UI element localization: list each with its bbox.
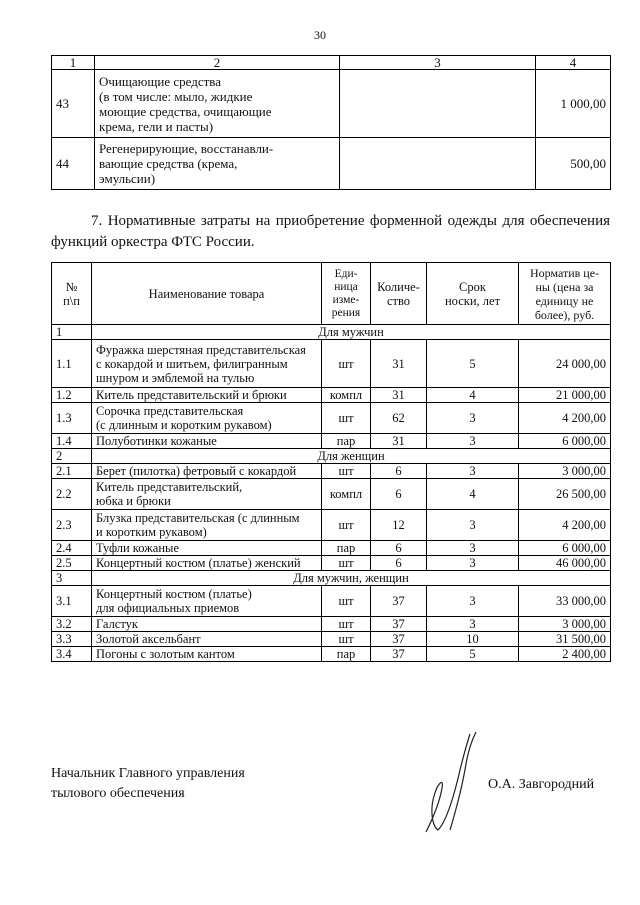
item-price: 4 200,00 — [519, 510, 611, 541]
text-line: Галстук — [96, 617, 138, 631]
continuation-table — [51, 55, 611, 190]
item-unit: шт — [322, 510, 371, 541]
section-title: 7. Нормативные затраты на приобретение форменной одежды для обеспечения функций оркестра ФТС России. — [51, 213, 610, 250]
text-line: ны (цена за — [535, 279, 594, 294]
text-line: ница — [334, 280, 358, 293]
table-row — [52, 586, 611, 617]
item-unit: шт — [322, 632, 371, 647]
column-number: 1 — [52, 56, 95, 70]
item-term: 3 — [427, 541, 519, 556]
item-term: 3 — [427, 403, 519, 434]
group-title: Для мужчин, женщин — [92, 571, 611, 586]
table-row — [52, 388, 611, 403]
row-number: 3.2 — [52, 617, 92, 632]
item-qty: 37 — [371, 586, 427, 617]
signatory-name: О.А. Завгородний — [488, 777, 595, 792]
item-qty: 31 — [371, 434, 427, 449]
item-qty: 31 — [371, 340, 427, 388]
group-number: 3 — [52, 571, 92, 586]
row-number: 1.4 — [52, 434, 92, 449]
item-term: 3 — [427, 556, 519, 571]
item-unit: шт — [322, 556, 371, 571]
text-line: Концертный костюм (платье) — [96, 587, 252, 601]
item-qty: 6 — [371, 541, 427, 556]
item-name — [92, 632, 322, 647]
text-line: Очищающие средства — [99, 73, 222, 89]
text-line: моющие средства, очищающие — [99, 103, 272, 119]
item-name — [95, 138, 340, 190]
group-number: 2 — [52, 449, 92, 464]
table-header-row — [52, 263, 611, 325]
text-line: Блузка представительская (с длинным — [96, 511, 300, 525]
text-line: Количе- — [377, 279, 420, 294]
text-line: шнуром и эмблемой на тулью — [96, 370, 255, 385]
row-number: 1.1 — [52, 340, 92, 388]
text-line: Погоны с золотым кантом — [96, 647, 235, 661]
item-price: 6 000,00 — [519, 541, 611, 556]
row-number: 3.3 — [52, 632, 92, 647]
text-line: тылового обеспечения — [51, 786, 185, 801]
item-qty: 62 — [371, 403, 427, 434]
text-line: Фуражка шерстяная представительская — [96, 342, 306, 357]
text-line: Еди- — [334, 267, 358, 280]
text-line: Начальник Главного управления — [51, 766, 245, 781]
item-price: 2 400,00 — [519, 647, 611, 662]
text-line: (в том числе: мыло, жидкие — [99, 88, 253, 104]
item-name — [92, 617, 322, 632]
column-number: 4 — [536, 56, 611, 70]
text-line: Золотой аксельбант — [96, 632, 201, 646]
item-qty: 37 — [371, 647, 427, 662]
uniform-cost-table — [51, 262, 611, 662]
table-row — [52, 464, 611, 479]
text-line: № — [65, 279, 78, 294]
text-line: единицу не — [535, 293, 594, 308]
item-name — [92, 556, 322, 571]
item-term: 5 — [427, 340, 519, 388]
item-unit: компл — [322, 388, 371, 403]
group-row — [52, 571, 611, 586]
row-number: 1.3 — [52, 403, 92, 434]
item-qty: 6 — [371, 556, 427, 571]
item-name — [92, 464, 322, 479]
text-line: крема, гели и пасты) — [99, 118, 214, 134]
text-line: эмульсии) — [99, 171, 156, 186]
group-row — [52, 449, 611, 464]
item-term: 3 — [427, 586, 519, 617]
header-qty — [371, 263, 427, 325]
header-term — [427, 263, 519, 325]
empty-cell — [340, 70, 536, 138]
table-row — [52, 479, 611, 510]
text-line: изме- — [332, 293, 360, 306]
item-unit: пар — [322, 434, 371, 449]
uniform-cost-table-body — [52, 325, 611, 662]
text-line: более), руб. — [534, 307, 595, 322]
text-line: для официальных приемов — [96, 601, 240, 615]
text-line: Туфли кожаные — [96, 541, 179, 555]
text-line: Сорочка представительская — [96, 404, 244, 418]
item-name — [92, 541, 322, 556]
handwritten-signature — [420, 730, 490, 840]
item-term: 4 — [427, 479, 519, 510]
item-price: 4 200,00 — [519, 403, 611, 434]
item-price: 46 000,00 — [519, 556, 611, 571]
text-line: Регенерирующие, восстанавли- — [99, 141, 274, 156]
item-name — [95, 70, 340, 138]
item-name — [92, 340, 322, 388]
item-term: 5 — [427, 647, 519, 662]
item-name — [92, 434, 322, 449]
text-line: Китель представительский, — [96, 480, 243, 494]
row-number: 2.5 — [52, 556, 92, 571]
item-name — [92, 586, 322, 617]
item-price: 33 000,00 — [519, 586, 611, 617]
table-row — [52, 403, 611, 434]
group-title: Для женщин — [92, 449, 611, 464]
item-qty: 6 — [371, 464, 427, 479]
row-number: 3.4 — [52, 647, 92, 662]
item-unit: пар — [322, 647, 371, 662]
table-row — [52, 541, 611, 556]
column-number-row — [52, 56, 611, 70]
item-term: 3 — [427, 464, 519, 479]
text-line: Китель представительский и брюки — [96, 388, 287, 402]
header-price — [519, 263, 611, 325]
table-row — [52, 647, 611, 662]
page-number: 30 — [314, 28, 326, 42]
text-line: Срок — [459, 279, 486, 294]
item-price: 3 000,00 — [519, 464, 611, 479]
item-price: 31 500,00 — [519, 632, 611, 647]
item-term: 10 — [427, 632, 519, 647]
text-line: Норматив це- — [529, 265, 600, 280]
row-number: 2.3 — [52, 510, 92, 541]
signatory-position — [51, 764, 245, 804]
row-number: 2.1 — [52, 464, 92, 479]
text-line: носки, лет — [444, 293, 501, 308]
group-number: 1 — [52, 325, 92, 340]
column-number: 2 — [95, 56, 340, 70]
continuation-table-body — [52, 56, 611, 190]
item-unit: шт — [322, 586, 371, 617]
text-line: Берет (пилотка) фетровый с кокардой — [96, 464, 297, 478]
item-qty: 31 — [371, 388, 427, 403]
item-term: 3 — [427, 510, 519, 541]
text-line: юбка и брюки — [96, 494, 171, 508]
item-price: 26 500,00 — [519, 479, 611, 510]
item-name — [92, 479, 322, 510]
item-qty: 12 — [371, 510, 427, 541]
row-number: 2.4 — [52, 541, 92, 556]
item-unit: шт — [322, 403, 371, 434]
table-row — [52, 70, 611, 138]
item-price: 3 000,00 — [519, 617, 611, 632]
item-term: 3 — [427, 434, 519, 449]
text-line: п\п — [63, 293, 80, 308]
item-unit: шт — [322, 617, 371, 632]
item-price: 24 000,00 — [519, 340, 611, 388]
table-row — [52, 556, 611, 571]
table-row — [52, 617, 611, 632]
text-line: и коротким рукавом) — [96, 525, 207, 539]
group-row — [52, 325, 611, 340]
item-name — [92, 403, 322, 434]
item-price: 21 000,00 — [519, 388, 611, 403]
row-number: 1.2 — [52, 388, 92, 403]
item-unit: шт — [322, 464, 371, 479]
row-number: 44 — [52, 138, 95, 190]
text-line: с кокардой и шитьем, филигранным — [96, 356, 288, 371]
item-unit: шт — [322, 340, 371, 388]
item-name — [92, 388, 322, 403]
item-price: 500,00 — [536, 138, 611, 190]
text-line: Концертный костюм (платье) женский — [96, 556, 301, 570]
item-term: 3 — [427, 617, 519, 632]
item-qty: 6 — [371, 479, 427, 510]
text-line: ство — [386, 293, 411, 308]
row-number: 43 — [52, 70, 95, 138]
item-unit: пар — [322, 541, 371, 556]
item-price: 6 000,00 — [519, 434, 611, 449]
item-unit: компл — [322, 479, 371, 510]
table-row — [52, 510, 611, 541]
table-row — [52, 434, 611, 449]
item-price: 1 000,00 — [536, 70, 611, 138]
header-unit — [322, 263, 371, 325]
item-term: 4 — [427, 388, 519, 403]
item-name — [92, 510, 322, 541]
text-line: вающие средства (крема, — [99, 156, 238, 171]
row-number: 3.1 — [52, 586, 92, 617]
text-line: (с длинным и коротким рукавом) — [96, 418, 272, 432]
table-row — [52, 138, 611, 190]
group-title: Для мужчин — [92, 325, 611, 340]
text-line: рения — [331, 306, 361, 319]
text-line: Полуботинки кожаные — [96, 434, 217, 448]
row-number: 2.2 — [52, 479, 92, 510]
item-qty: 37 — [371, 617, 427, 632]
item-name — [92, 647, 322, 662]
header-name: Наименование товара — [92, 263, 322, 325]
table-row — [52, 340, 611, 388]
header-num — [52, 263, 92, 325]
table-row — [52, 632, 611, 647]
empty-cell — [340, 138, 536, 190]
item-qty: 37 — [371, 632, 427, 647]
column-number: 3 — [340, 56, 536, 70]
